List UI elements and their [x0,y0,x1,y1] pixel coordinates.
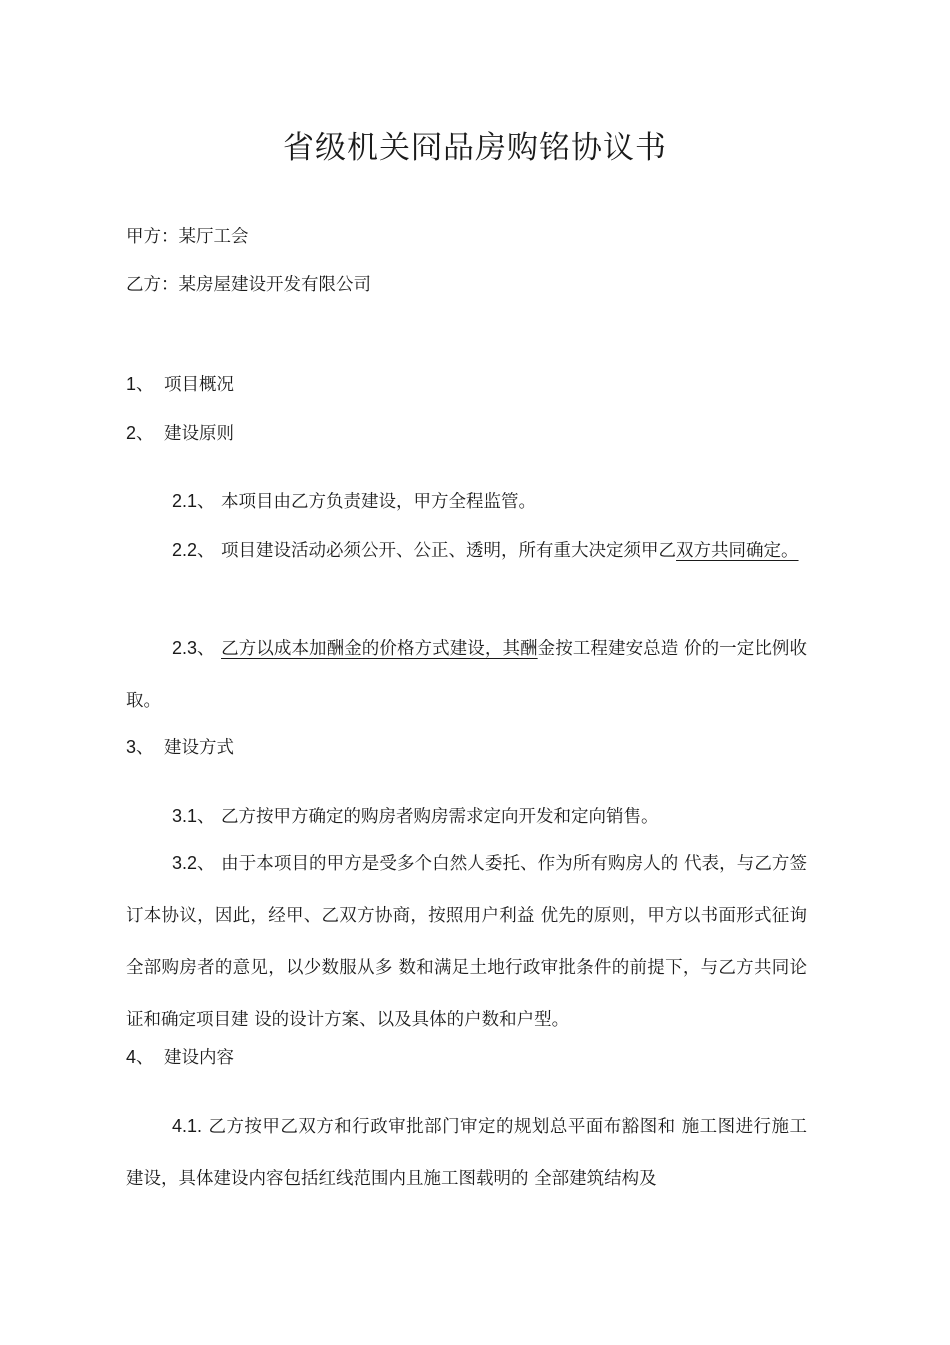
clause-text: 乙方按甲方确定的购房者购房需求定向开发和定向销售。 [221,807,659,827]
section-number: 2、 [126,423,155,443]
section-heading [126,371,234,398]
clause-text: 施工图进行施工建设，具体建设内容包括红线范围内且施工图载明的 [126,1117,807,1189]
clause-number: 2.3、 [172,638,216,658]
clause-number: 2.1、 [172,491,216,511]
section-number: 3、 [126,737,155,757]
section-label: 建设原则 [164,424,235,444]
clause-text: 乙方按甲乙双方和行政审批部门审定的规划总平面布豁图和 [208,1117,676,1137]
clause-3-2 [126,837,807,1046]
clause-4-1 [126,1100,807,1205]
clause-text: 全部建筑结构及 [534,1169,657,1189]
section-heading [126,420,234,447]
section-label: 建设内容 [164,1048,235,1068]
clause-text: 价的一定比例收取。 [126,639,808,711]
clause-text: 优先的原则，甲方以书面形式征询全部购房者的意见，以少数服从多 [126,906,807,978]
clause-text: 设的设计方案、以及具体的户数和户型。 [254,1010,570,1030]
clause-2-2 [126,524,807,577]
document-title: 省级机关冏品房购铭协议书 [283,130,667,166]
clause-2-3 [126,622,807,727]
party-a: 甲方：某厅工会 [126,227,249,247]
party-b: 乙方：某房屋建设开发有限公司 [126,275,371,295]
clause-number: 3.1、 [172,806,216,826]
clause-text: 由于本项目的甲方是受多个白然人委托、作为所有购房人的 [221,854,679,874]
clause-text-underlined: 双方共同确定。 [676,541,799,561]
clause-number: 3.2、 [172,853,216,873]
clause-3-1 [126,790,807,843]
section-heading [126,1044,234,1071]
clause-2-1 [126,475,807,528]
section-heading [126,734,234,761]
section-number: 1、 [126,374,155,394]
clause-text: 数和满足土地行政审批条件的前提下，与乙方共同论证和确定项目建 [126,958,808,1030]
section-number: 4、 [126,1047,155,1067]
section-label: 建设方式 [164,738,235,758]
clause-text: 项目建设活动必须公开、公正、透明，所有重大决定须甲乙 [221,541,677,561]
section-label: 项目概况 [164,375,235,395]
clause-number: 2.2、 [172,540,216,560]
clause-text: 代表，与乙方签订本协议，因此，经甲、乙双方协商，按照用户利益 [126,854,807,926]
clause-text: 本项目由乙方负责建设，甲方全程监管。 [221,492,537,512]
clause-number: 4.1. [172,1116,203,1136]
clause-text-underlined: 乙方以成本加酬金的价格方式建设，其酬 [221,639,538,659]
clause-text: 金按工程建安总造 [537,639,679,659]
